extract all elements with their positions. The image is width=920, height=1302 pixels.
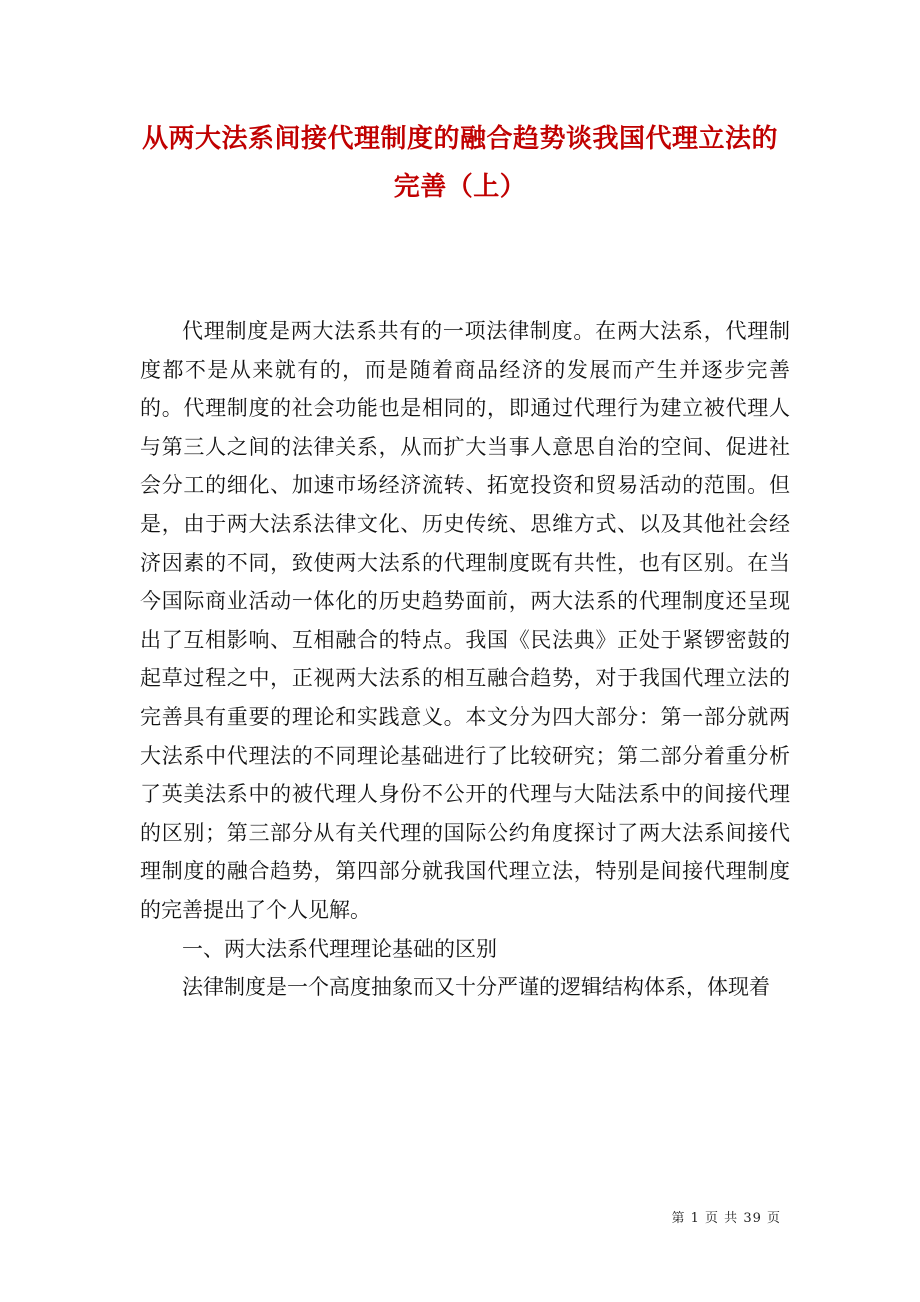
intro-paragraph: 代理制度是两大法系共有的一项法律制度。在两大法系，代理制度都不是从来就有的，而是随着商品经济的发展而产生并逐步完善的。代理制度的社会功能也是相同的，即通过代理行为建立被代理人与第三人之间的法律关系，从而扩大当事人意思自治的空间、促进社会分工的细化、加速市场经济流转、拓宽投资和贸易活动的范围。但是，由于两大法系法律文化、历史传统、思维方式、以及其他社会经济因素的不同，致使两大法系的代理制度既有共性，也有区别。在当今国际商业活动一体化的历史趋势面前，两大法系的代理制度还呈现出了互相影响、互相融合的特点。我国《民法典》正处于紧锣密鼓的起草过程之中，正视两大法系的相互融合趋势，对于我国代理立法的完善具有重要的理论和实践意义。本文分为四大部分：第一部分就两大法系中代理法的不同理论基础进行了比较研究；第二部分着重分析了英美法系中的被代理人身份不公开的代理与大陆法系中的间接代理的区别；第三部分从有关代理的国际公约角度探讨了两大法系间接代理制度的融合趋势，第四部分就我国代理立法，特别是间接代理制度的完善提出了个人见解。 [140,319,790,922]
section-heading: 一、两大法系代理理论基础的区别 [182,936,497,961]
document-body [140,312,790,1007]
document-title: 从两大法系间接代理制度的融合趋势谈我国代理立法的完善（上） [141,124,778,202]
body-paragraph: 法律制度是一个高度抽象而又十分严谨的逻辑结构体系，体现着 [182,975,770,1000]
page-number-footer: 第 1 页 共 39 页 [671,1211,781,1226]
